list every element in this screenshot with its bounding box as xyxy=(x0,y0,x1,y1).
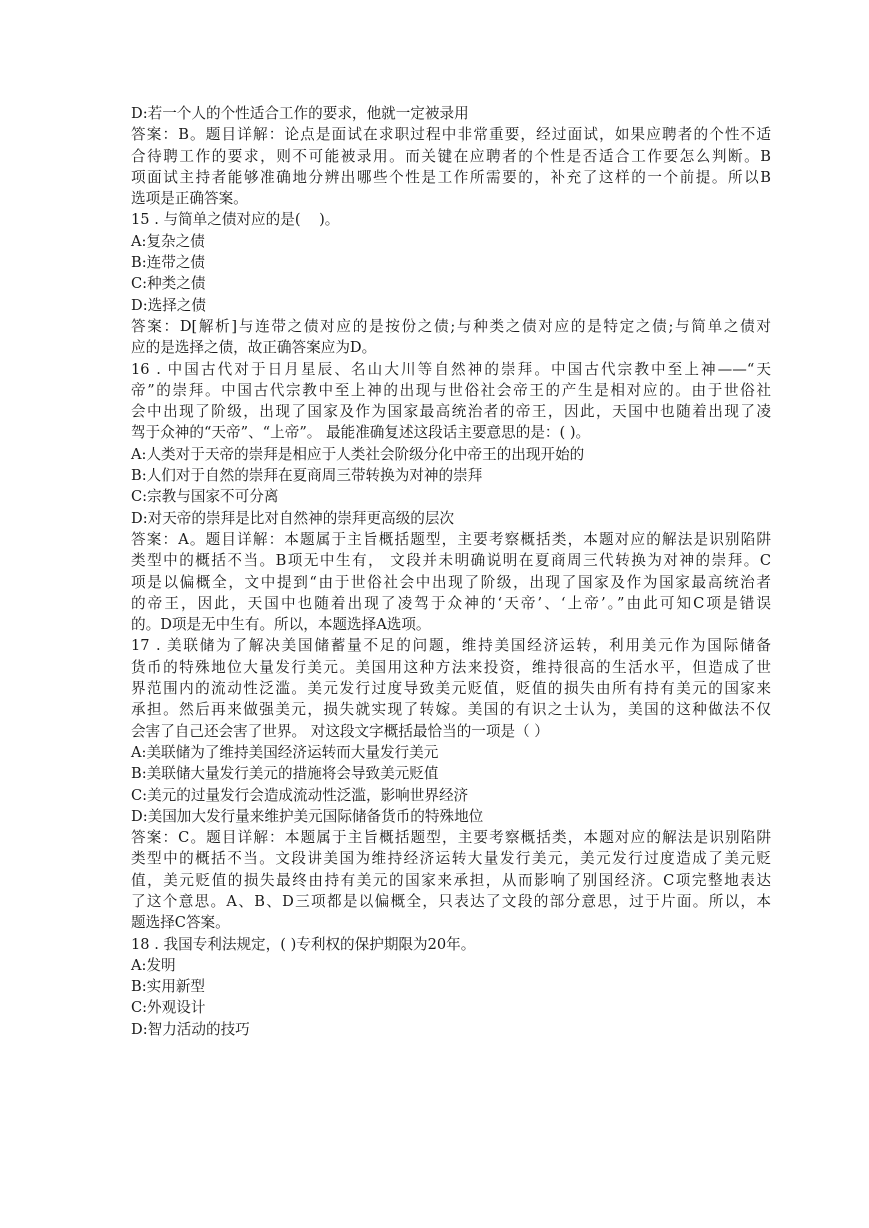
text-line: B:美联储大量发行美元的措施将会导致美元贬值 xyxy=(131,765,439,783)
text-line: 的帝王，因此，天国中也随着出现了凌驾于众神的‘天帝’、‘上帝’。”由此可知C项是错误 xyxy=(131,594,771,612)
text-line: 值，美元贬值的损失最终由持有美元的国家来承担，从而影响了别国经济。C项完整地表达 xyxy=(131,871,771,889)
text-line: 项是以偏概全，文中提到“由于世俗社会中出现了阶级，出现了国家及作为国家最高统治者 xyxy=(131,573,771,591)
text-line: 类型中的概括不当。文段讲美国为维持经济运转大量发行美元，美元发行过度造成了美元贬 xyxy=(131,850,771,868)
text-line: 会中出现了阶级，出现了国家及作为国家最高统治者的帝王，因此，天国中也随着出现了凌 xyxy=(131,403,771,421)
text-line: 选项是正确答案。 xyxy=(131,190,248,208)
text-line: A:人类对于天帝的崇拜是相应于人类社会阶级分化中帝王的出现开始的 xyxy=(131,445,585,463)
text-line: C:种类之债 xyxy=(131,275,206,293)
text-line: 答案：C。题目详解：本题属于主旨概括题型，主要考察概括类，本题对应的解法是识别陷阱 xyxy=(131,829,771,847)
text-line: 16 . 中国古代对于日月星辰、名山大川等自然神的崇拜。中国古代宗教中至上神——“天 xyxy=(131,360,771,378)
text-line: A:复杂之债 xyxy=(131,232,205,250)
text-line: C:外观设计 xyxy=(131,999,206,1017)
text-line: B:实用新型 xyxy=(131,978,206,996)
text-line: A:发明 xyxy=(131,956,176,974)
text-line: 合待聘工作的要求，则不可能被录用。而关键在应聘者的个性是否适合工作要怎么判断。B xyxy=(131,147,771,165)
text-line: 帝”的崇拜。中国古代宗教中至上神的出现与世俗社会帝王的产生是相对应的。由于世俗社 xyxy=(131,381,771,399)
text-line: D:对天帝的崇拜是比对自然神的崇拜更高级的层次 xyxy=(131,509,455,527)
text-line: 17 . 美联储为了解决美国储蓄量不足的问题，维持美国经济运转，利用美元作为国际储备 xyxy=(131,637,771,655)
text-line: 答案：B。题目详解：论点是面试在求职过程中非常重要，经过面试，如果应聘者的个性不适 xyxy=(131,126,771,144)
text-line: 答案：A。题目详解：本题属于主旨概括题型，主要考察概括类，本题对应的解法是识别陷阱 xyxy=(131,530,771,548)
text-line: B:人们对于自然的崇拜在夏商周三带转换为对神的崇拜 xyxy=(131,467,483,485)
text-line: 货币的特殊地位大量发行美元。美国用这种方法来投资，维持很高的生活水平，但造成了世 xyxy=(131,658,771,676)
text-line: 答案：D[解析]与连带之债对应的是按份之债;与种类之债对应的是特定之债;与简单之债对 xyxy=(131,317,771,335)
text-line: B:连带之债 xyxy=(131,254,206,272)
text-line: 18 . 我国专利法规定，( )专利权的保护期限为20年。 xyxy=(131,935,476,953)
text-line: 了这个意思。A、B、D三项都是以偏概全，只表达了文段的部分意思，过于片面。所以，本 xyxy=(131,892,771,910)
text-line: 题选择C答案。 xyxy=(131,914,230,932)
text-line: 界范围内的流动性泛滥。美元发行过度导致美元贬值，贬值的损失由所有持有美元的国家来 xyxy=(131,680,771,698)
text-line: 项面试主持者能够准确地分辨出哪些个性是工作所需要的，补充了这样的一个前提。所以B xyxy=(131,168,771,186)
text-line: 驾于众神的“天帝”、“上帝”。 最能准确复述这段话主要意思的是：( )。 xyxy=(131,424,591,442)
text-line: 应的是选择之债，故正确答案应为D。 xyxy=(131,339,377,357)
document-body xyxy=(131,103,771,1040)
text-line: D:智力活动的技巧 xyxy=(131,1020,250,1038)
text-line: C:美元的过量发行会造成流动性泛滥，影响世界经济 xyxy=(131,786,469,804)
text-line: 会害了自己还会害了世界。 对这段文字概括最恰当的一项是（ ） xyxy=(131,722,549,740)
text-line: D:选择之债 xyxy=(131,296,206,314)
text-line: D:美国加大发行量来维护美元国际储备货币的特殊地位 xyxy=(131,807,484,825)
text-line: 承担。然后再来做强美元，损失就实现了转嫁。美国的有识之士认为，美国的这种做法不仅 xyxy=(131,701,771,719)
text-line: 类型中的概括不当。B项无中生有， 文段并未明确说明在夏商周三代转换为对神的崇拜。C xyxy=(131,552,771,570)
text-line: 的。D项是无中生有。所以，本题选择A选项。 xyxy=(131,616,431,634)
text-line: 15 . 与简单之债对应的是( )。 xyxy=(131,211,340,229)
text-line: D:若一个人的个性适合工作的要求，他就一定被录用 xyxy=(131,105,469,122)
text-line: A:美联储为了维持美国经济运转而大量发行美元 xyxy=(131,743,439,761)
text-line: C:宗教与国家不可分离 xyxy=(131,488,279,506)
